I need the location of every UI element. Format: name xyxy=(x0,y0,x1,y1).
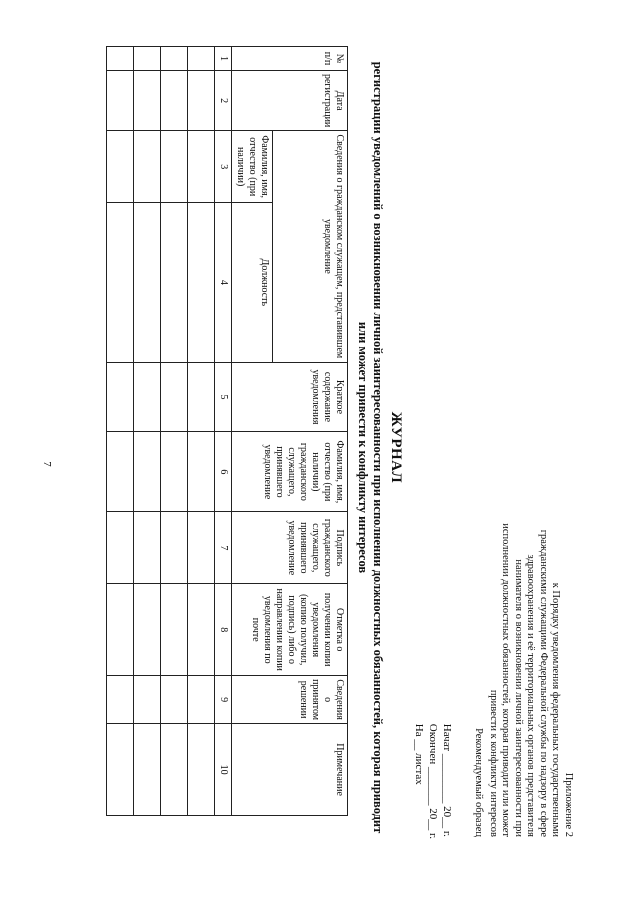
column-number: 10 xyxy=(215,724,232,816)
appendix-line: здравоохранения и её территориальных органов представителя xyxy=(525,554,537,837)
column-number: 6 xyxy=(215,432,232,512)
column-number: 4 xyxy=(215,203,232,362)
header-full-name: Фамилия, имя, отчество (при наличии) xyxy=(232,131,273,203)
rotated-page-content xyxy=(28,30,588,865)
table-header-row xyxy=(273,47,348,816)
column-number: 9 xyxy=(215,676,232,724)
header-receiver-name: Фамилия, имя, отчество (при наличии) гражданского служащего, принявшего уведомление xyxy=(232,432,348,512)
page-subtitle: регистрации уведомлений о возникновении личной заинтересованности при исполнении должностных обязанностей, которая приводит или может привести к конфликту интересов xyxy=(356,61,385,834)
header-note: Примечание xyxy=(232,724,348,816)
appendix-line: привести к конфликту интересов xyxy=(488,689,499,837)
header-no: № п/п xyxy=(232,47,348,71)
table-row xyxy=(107,47,134,816)
column-number: 8 xyxy=(215,584,232,676)
header-date: Дата регистрации xyxy=(232,70,348,130)
registration-journal-table xyxy=(106,46,348,816)
column-number: 5 xyxy=(215,362,232,432)
header-signature: Подпись гражданского служащего, принявшего уведомление xyxy=(232,512,348,584)
header-position: Должность xyxy=(232,203,273,362)
table-row xyxy=(188,47,215,816)
finished-date-line: Окончен _______ 20__ г. xyxy=(427,723,439,839)
page-number: 7 xyxy=(40,461,53,467)
header-employee-info: Сведения о гражданском служащем, представившем уведомление xyxy=(273,131,348,362)
appendix-line: Приложение 2 xyxy=(563,772,574,837)
column-number: 7 xyxy=(215,512,232,584)
header-decision: Сведения о принятом решении xyxy=(232,676,348,724)
journal-dates-block xyxy=(412,724,454,839)
appendix-line: исполнении должностных обязанностей, которая приводит или может xyxy=(500,523,512,837)
appendix-line: к Порядку уведомления федеральных государственными xyxy=(550,582,562,837)
column-number: 1 xyxy=(215,47,232,71)
sheets-count-line: На __ листах xyxy=(413,723,425,785)
column-number: 3 xyxy=(215,131,232,203)
appendix-line: гражданскими служащими Федеральной службы по надзору в сфере xyxy=(538,529,549,837)
appendix-line: нанимателя о возникновении личной заинтересованности при xyxy=(513,559,524,837)
column-numbers-row xyxy=(215,47,232,816)
appendix-header xyxy=(487,427,575,837)
header-summary: Краткое содержание уведомления xyxy=(232,362,348,432)
header-copy-mark: Отметка о получении копии уведомления (копию получил, подпись) либо о направлении копии уведомления по почте xyxy=(232,584,348,676)
column-number: 2 xyxy=(215,70,232,130)
journal-title xyxy=(355,50,404,845)
recommended-sample-label: Рекомендуемый образец xyxy=(473,728,484,837)
table-row xyxy=(161,47,188,816)
page-title: ЖУРНАЛ xyxy=(388,411,404,484)
table-row xyxy=(134,47,161,816)
started-date-line: Начат _________ 20__ г. xyxy=(441,723,453,837)
